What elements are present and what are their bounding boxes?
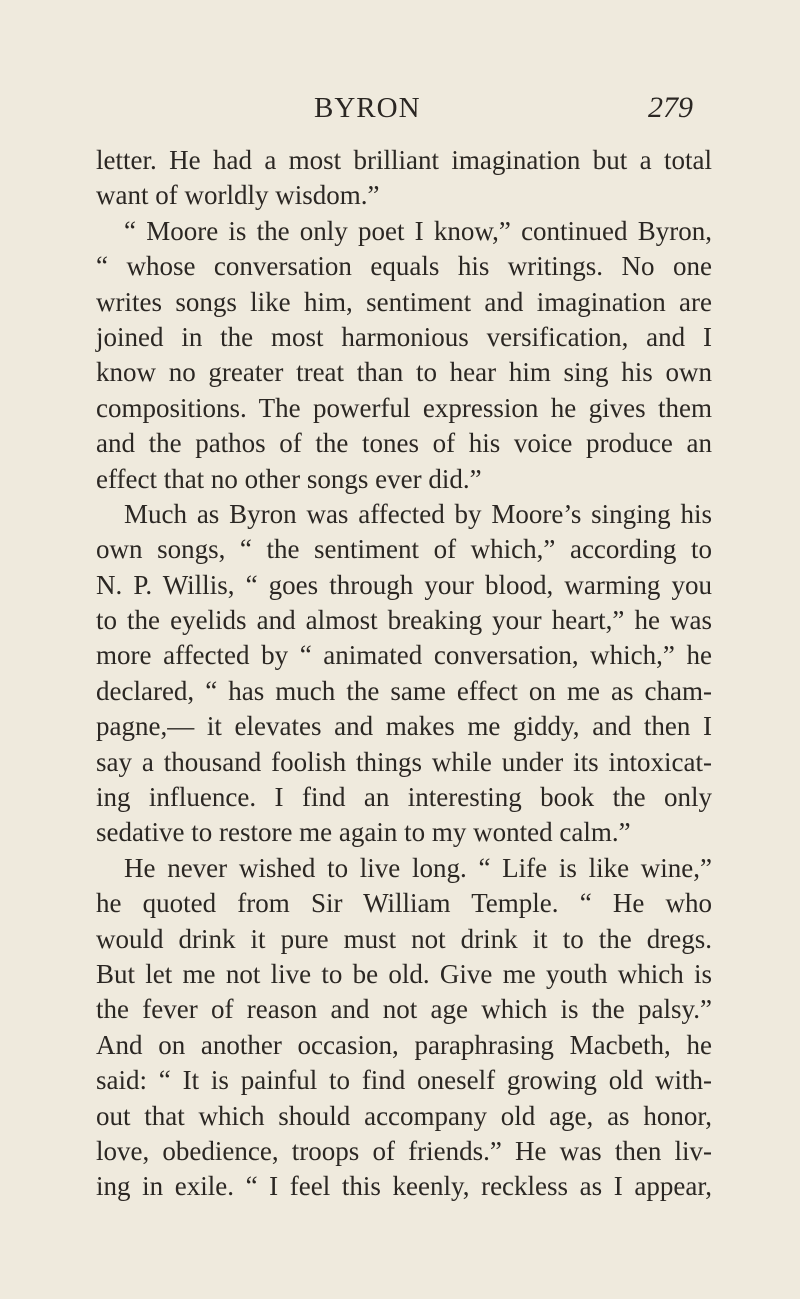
- text-line: know no greater treat than to hear him sing his own: [96, 357, 712, 388]
- text-line: own songs, “ the sentiment of which,” according to: [96, 534, 712, 565]
- text-line: love, obedience, troops of friends.” He was then liv-: [96, 1135, 712, 1166]
- text-line: said: “ It is painful to find oneself growing old with-: [96, 1065, 712, 1096]
- text-line: to the eyelids and almost breaking your heart,” he was: [96, 605, 712, 636]
- text-line: letter. He had a most brilliant imagination but a total: [96, 145, 712, 175]
- body-text: [96, 143, 712, 1205]
- text-line: But let me not live to be old. Give me youth which is: [96, 958, 712, 989]
- text-line: “ Moore is the only poet I know,” continued Byron,: [124, 215, 712, 246]
- text-line: sedative to restore me again to my wonted calm.”: [96, 817, 631, 848]
- text-line: say a thousand foolish things while under its intoxicat-: [96, 746, 712, 777]
- page-number: 279: [648, 91, 693, 124]
- text-line: Much as Byron was affected by Moore’s singing his: [124, 498, 712, 529]
- running-head: BYRON: [314, 92, 421, 124]
- text-line: want of worldly wisdom.”: [96, 180, 380, 211]
- text-line: compositions. The powerful expression he gives them: [96, 392, 712, 423]
- text-line: joined in the most harmonious versification, and I: [96, 321, 712, 352]
- text-line: effect that no other songs ever did.”: [96, 463, 482, 494]
- text-line: the fever of reason and not age which is the palsy.”: [96, 994, 712, 1025]
- text-line: declared, “ has much the same effect on me as cham-: [96, 675, 712, 706]
- text-line: he quoted from Sir William Temple. “ He who: [96, 888, 712, 919]
- text-line: ing influence. I find an interesting book the only: [96, 782, 712, 813]
- text-line: And on another occasion, paraphrasing Macbeth, he: [96, 1029, 712, 1060]
- text-line: would drink it pure must not drink it to the dregs.: [96, 923, 712, 954]
- text-line: “ whose conversation equals his writings. No one: [96, 251, 712, 282]
- text-line: out that which should accompany old age, as honor,: [96, 1100, 712, 1131]
- text-line: pagne,— it elevates and makes me giddy, and then I: [96, 711, 712, 742]
- text-line: more affected by “ animated conversation, which,” he: [96, 640, 712, 671]
- text-line: ing in exile. “ I feel this keenly, reckless as I appear,: [96, 1171, 712, 1202]
- text-line: and the pathos of the tones of his voice produce an: [96, 428, 712, 459]
- text-line: writes songs like him, sentiment and imagination are: [96, 286, 712, 317]
- text-line: He never wished to live long. “ Life is like wine,”: [124, 852, 712, 883]
- page-header: [0, 88, 800, 128]
- text-line: N. P. Willis, “ goes through your blood, warming you: [96, 569, 712, 600]
